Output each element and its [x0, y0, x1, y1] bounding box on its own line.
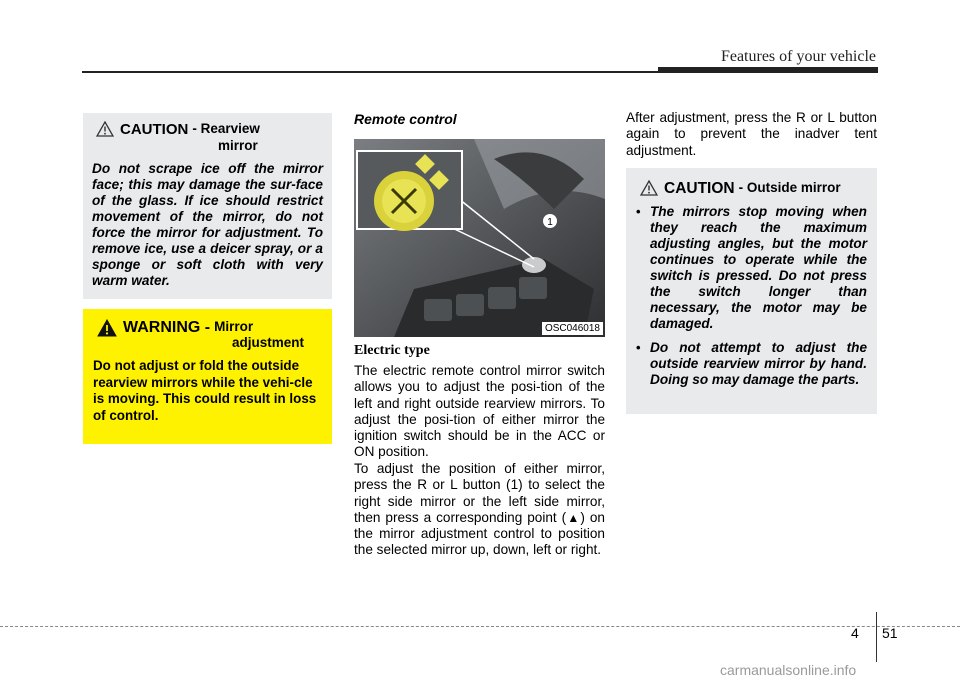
page-number: 51	[882, 625, 898, 641]
body-paragraph-2: To adjust the position of either mirror, press the R or L button (1) to select the right side mirror or the left side mirror, then press a corresponding point (▲) on the mirror adjustment control to position the selected mirror up, down, left or right.	[354, 461, 605, 558]
warning-triangle-icon	[97, 319, 117, 337]
header-rule-accent	[658, 67, 878, 73]
warning-subtitle-line2: adjustment	[232, 335, 305, 350]
caution-list	[636, 204, 867, 388]
list-item: • Do not attempt to adjust the outside rearview mirror by hand. Doing so may damage the parts.	[636, 340, 867, 387]
caution-label: CAUTION	[664, 180, 735, 197]
header-title: Features of your vehicle	[720, 48, 876, 65]
mirror-switch-photo	[354, 139, 605, 337]
callout-number: 1	[547, 217, 553, 228]
footer-separator	[876, 612, 877, 662]
warning-mirror-box	[83, 309, 332, 444]
watermark: carmanualsonline.info	[720, 662, 857, 678]
warning-text: Do not adjust or fold the outside rearview mirrors while the vehi-cle is moving. This could result in loss of control.	[93, 358, 317, 423]
warning-subtitle: Mirror	[214, 319, 254, 334]
caution-rearview-box	[83, 113, 332, 299]
caution-label: CAUTION	[120, 121, 189, 138]
footer-rule	[0, 626, 960, 627]
caution-text: Do not scrape ice off the mirror face; this may damage the sur-face of the glass. If ice should restrict movement of the mirror, do not force the mirror for adjustment. To remove ice, use a deicer spray, or a sponge or soft cloth with very warm water.	[92, 161, 323, 288]
up-triangle-icon: ▲	[566, 510, 581, 525]
section-title: Remote control	[354, 111, 457, 127]
caution-subtitle-line2: mirror	[218, 138, 258, 153]
photo-code: OSC046018	[542, 322, 603, 335]
right-paragraph: After adjustment, press the R or L button again to prevent the inadver tent adjustment.	[626, 110, 877, 158]
caution-subtitle: - Rearview	[192, 121, 260, 136]
body-paragraph-1: The electric remote control mirror switch allows you to adjust the posi-tion of the left and right outside rearview mirrors. To adjust the posi-tion of either mirror the ignition switch should be in the ACC or ON position.	[354, 363, 605, 460]
chapter-number: 4	[851, 625, 859, 641]
caution-outside-box	[626, 168, 877, 414]
caution-subtitle: - Outside mirror	[738, 180, 841, 195]
list-item: • The mirrors stop moving when they reach the maximum adjusting angles, but the motor continues to operate while the switch is pressed. Do not press the switch longer than necessary, the motor may be damaged.	[636, 204, 867, 331]
warning-triangle-icon	[96, 121, 114, 137]
warning-label: WARNING -	[123, 319, 211, 336]
subheading-electric-type: Electric type	[354, 343, 430, 358]
header-rule	[82, 71, 658, 73]
warning-triangle-icon	[640, 180, 658, 196]
